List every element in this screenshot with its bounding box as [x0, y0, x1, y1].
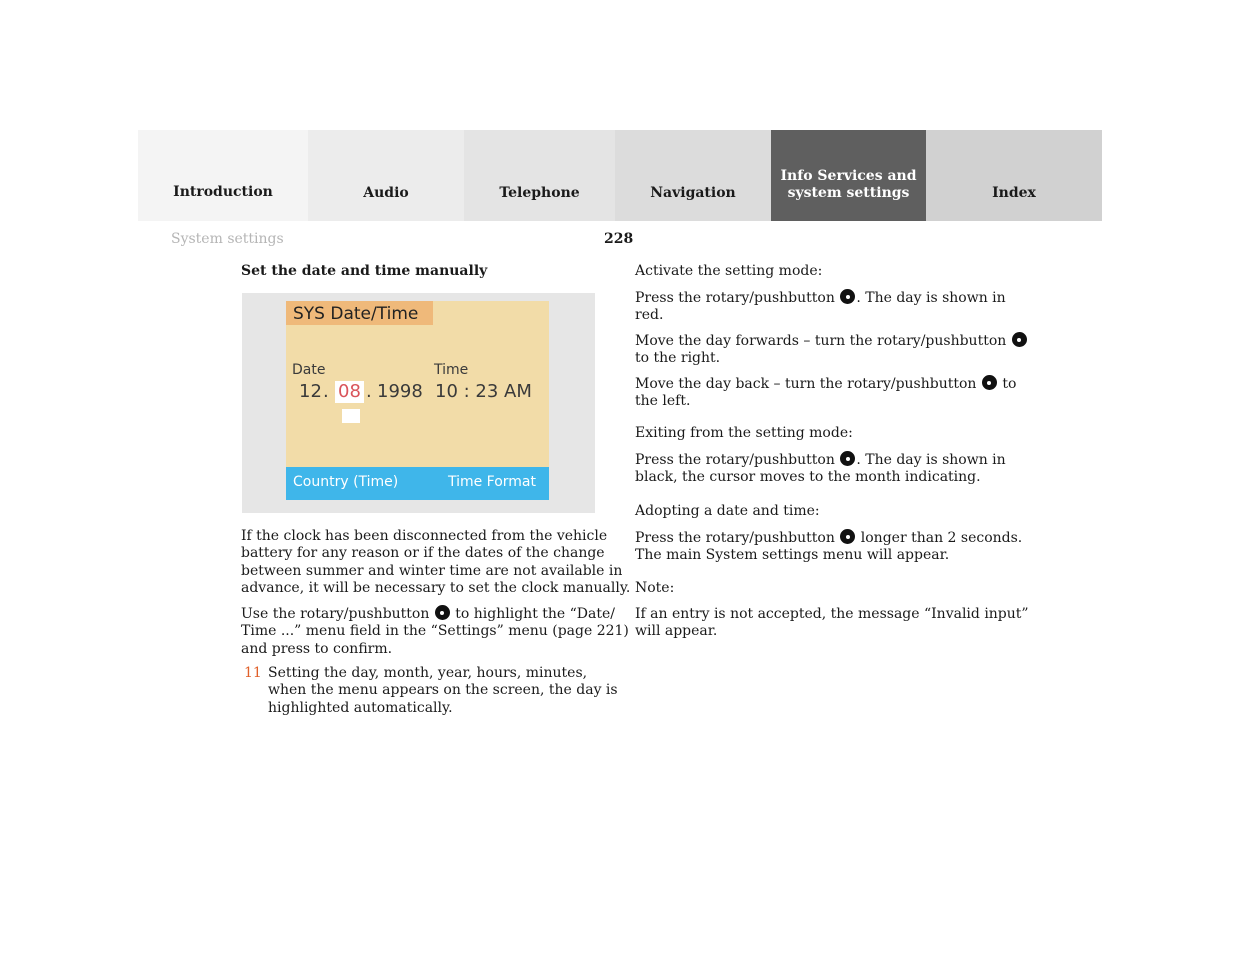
exit-heading: Exiting from the setting mode: [635, 425, 853, 441]
section-title: System settings [171, 231, 284, 247]
tab-audio-label: Audio [363, 185, 409, 201]
page-number: 228 [604, 231, 634, 247]
text-line: black, the cursor moves to the month indicating. [635, 469, 981, 486]
rotary-pushbutton-icon [1012, 332, 1027, 347]
back-paragraph [635, 375, 1016, 411]
date-label: Date [292, 362, 326, 378]
text-line: battery for any reason or if the dates of the change [241, 545, 605, 562]
text-line [635, 289, 1006, 307]
text-line: red. [635, 307, 664, 324]
tab-info-line2: system settings [787, 185, 910, 201]
text-span: to highlight the “Date/ [450, 606, 615, 622]
text-span: Use the rotary/pushbutton [241, 606, 430, 622]
text-line: If the clock has been disconnected from the vehicle [241, 528, 608, 544]
tab-navigation-label: Navigation [650, 185, 736, 201]
forward-paragraph [635, 332, 1028, 368]
note-heading: Note: [635, 580, 675, 596]
softkey-country-time: Country (Time) [293, 474, 399, 490]
text-line: advance, it will be necessary to set the clock manually. [241, 579, 631, 596]
tab-info-services-label [780, 168, 916, 202]
screen-title: SYS Date/Time [286, 301, 433, 325]
text-line: when the menu appears on the screen, the day is [268, 682, 618, 699]
text-span: . The day is shown in [856, 452, 1006, 468]
step-number: 11 [244, 665, 262, 681]
press-paragraph-3 [635, 529, 1022, 565]
date-separator: . [323, 381, 329, 402]
note-paragraph [635, 606, 1029, 641]
text-line: If an entry is not accepted, the message “Invalid input” [635, 606, 1029, 622]
text-line: between summer and winter time are not available in [241, 562, 623, 579]
text-span: Press the rotary/pushbutton [635, 290, 835, 306]
tab-introduction-label: Introduction [173, 184, 273, 200]
text-span: to [997, 376, 1017, 392]
intro-paragraph [241, 528, 630, 597]
rotary-pushbutton-icon [840, 289, 855, 304]
tab-telephone-label: Telephone [499, 185, 580, 201]
date-separator: . [366, 381, 372, 402]
rotary-pushbutton-icon [982, 375, 997, 390]
press-paragraph-2 [635, 451, 1006, 487]
text-line: and press to confirm. [241, 640, 393, 657]
tab-index[interactable] [926, 130, 1102, 221]
press-paragraph-1 [635, 289, 1006, 325]
softkey-time-format: Time Format [447, 474, 536, 490]
softkey-bar [286, 467, 549, 500]
tab-info-line1: Info Services and [780, 168, 917, 184]
text-line [241, 605, 629, 623]
text-line [635, 451, 1006, 469]
screen-figure [242, 293, 595, 513]
rotary-pushbutton-icon [840, 451, 855, 466]
time-label: Time [434, 362, 469, 378]
adopt-heading: Adopting a date and time: [635, 503, 820, 519]
text-span: Move the day back – turn the rotary/pushbutton [635, 376, 977, 392]
tab-audio[interactable] [308, 130, 464, 221]
text-line: The main System settings menu will appear. [635, 547, 950, 564]
text-span: Move the day forwards – turn the rotary/pushbutton [635, 333, 1007, 349]
rotary-pushbutton-icon [435, 605, 450, 620]
text-line: the left. [635, 393, 691, 410]
display-screen [286, 301, 549, 500]
date-day-value: 12 [299, 381, 322, 402]
instruction-paragraph [241, 605, 629, 658]
cursor-indicator [342, 409, 360, 423]
tab-info-services[interactable] [771, 130, 926, 221]
text-line [635, 375, 1016, 393]
text-span: longer than 2 seconds. [856, 530, 1023, 546]
step-text [268, 665, 618, 717]
chapter-tabs [138, 130, 1102, 221]
text-line: highlighted automatically. [268, 699, 453, 716]
text-span: . The day is shown in [856, 290, 1006, 306]
text-span: Press the rotary/pushbutton [635, 452, 835, 468]
tab-introduction[interactable] [138, 130, 308, 221]
tab-navigation[interactable] [615, 130, 771, 221]
text-line: Time ...” menu field in the “Settings” menu (page 221) [241, 623, 629, 640]
text-line: will appear. [635, 623, 718, 640]
rotary-pushbutton-icon [840, 529, 855, 544]
activate-heading: Activate the setting mode: [635, 263, 823, 279]
tab-index-label: Index [992, 185, 1036, 201]
text-span: Press the rotary/pushbutton [635, 530, 835, 546]
tab-telephone[interactable] [464, 130, 615, 221]
section-heading: Set the date and time manually [241, 263, 488, 279]
text-line [635, 529, 1022, 547]
text-line: to the right. [635, 350, 721, 367]
date-year-value: 1998 [377, 381, 423, 402]
date-month-value: 08 [335, 381, 364, 403]
text-line: Setting the day, month, year, hours, minutes, [268, 665, 588, 681]
text-line [635, 332, 1028, 350]
time-value: 10 : 23 AM [435, 381, 532, 402]
